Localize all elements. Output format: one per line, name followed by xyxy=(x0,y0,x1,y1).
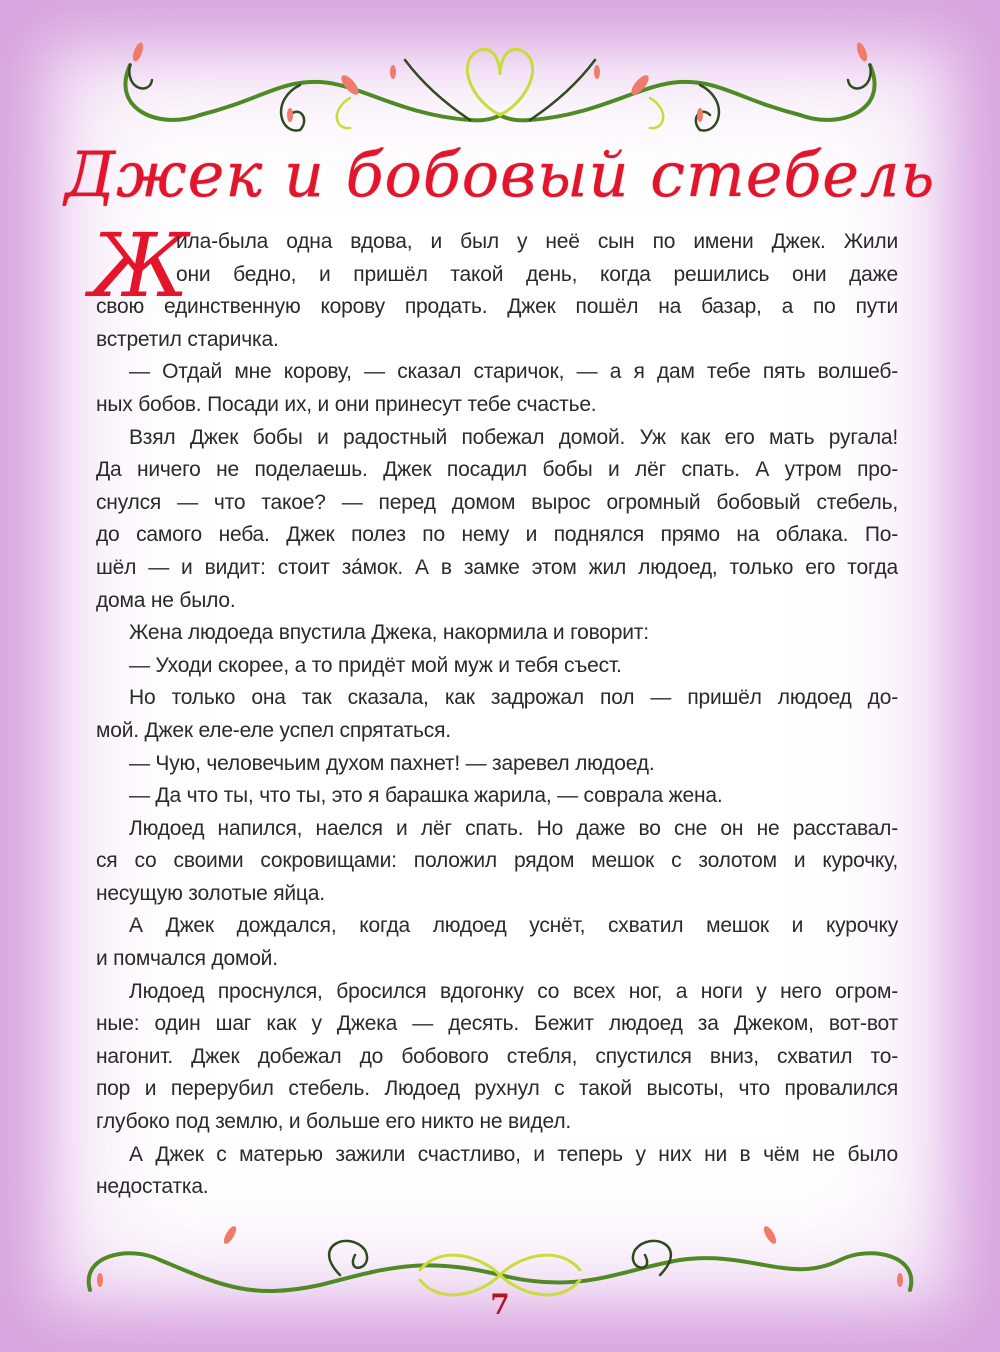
text-line: А Джек дождался, когда людоед уснёт, схватил мешок и курочку xyxy=(129,914,898,938)
drop-cap-letter: Ж xyxy=(90,214,189,317)
text-line: — Чую, человечьим духом пахнет! — заревел людоед. xyxy=(129,751,655,775)
text-line: шёл — и видит: стоит за́мок. А в замке этом жил людоед, только его тогда xyxy=(96,555,898,579)
text-line: недостатка. xyxy=(96,1175,209,1199)
text-line: до самого неба. Джек полез по нему и поднялся прямо на облака. По- xyxy=(96,523,898,547)
text-line: — Да что ты, что ты, это я барашка жарила, — соврала жена. xyxy=(129,784,723,808)
story-title: Джек и бобовый стебель xyxy=(64,138,936,211)
text-line: снулся — что такое? — перед домом вырос огромный бобовый стебель, xyxy=(96,490,898,514)
text-line: встретил старичка. xyxy=(96,327,279,351)
text-line: Людоед проснулся, бросился вдогонку со всех ног, а ноги у него огром- xyxy=(129,979,898,1003)
text-line: Но только она так сказала, как задрожал пол — пришёл людоед до- xyxy=(129,686,898,710)
text-line: ных бобов. Посади их, и они принесут тебе счастье. xyxy=(96,392,597,416)
page-number: 7 xyxy=(490,1288,510,1321)
text-line: дома не было. xyxy=(96,588,236,612)
text-line: мой. Джек еле-еле успел спрятаться. xyxy=(96,718,451,742)
text-line: они бедно, и пришёл такой день, когда решились они даже xyxy=(176,262,898,286)
text-line: А Джек с матерью зажили счастливо, и теперь у них ни в чём не было xyxy=(129,1142,898,1166)
text-line: Людоед напился, наелся и лёг спать. Но даже во сне он не расставал- xyxy=(129,816,898,840)
text-line: ся со своими сокровищами: положил рядом мешок с золотом и курочку, xyxy=(96,849,898,873)
text-line: Жена людоеда впустила Джека, накормила и говорит: xyxy=(129,621,649,645)
text-line: — Отдай мне корову, — сказал старичок, — а я дам тебе пять волшеб- xyxy=(129,360,898,384)
text-line: ила-была одна вдова, и был у неё сын по имени Джек. Жили xyxy=(176,230,898,253)
text-line: Взял Джек бобы и радостный побежал домой. Уж как его мать ругала! xyxy=(129,425,898,449)
text-line: пор и перерубил стебель. Людоед рухнул с такой высоты, что провалился xyxy=(96,1077,898,1101)
text-line: ные: один шаг как у Джека — десять. Бежит людоед за Джеком, вот-вот xyxy=(96,1012,898,1036)
text-line: глубоко под землю, и больше его никто не видел. xyxy=(96,1110,572,1134)
text-line: несущую золотые яйца. xyxy=(96,881,325,905)
text-line: нагонит. Джек добежал до бобового стебля, спустился вниз, схватил то- xyxy=(96,1044,898,1068)
text-line: и помчался домой. xyxy=(96,947,278,971)
text-line: Да ничего не поделаешь. Джек посадил бобы и лёг спать. А утром про- xyxy=(96,458,898,482)
text-line: свою единственную корову продать. Джек пошёл на базар, а по пути xyxy=(96,295,898,319)
story-text xyxy=(96,226,898,1204)
text-line: — Уходи скорее, а то придёт мой муж и тебя съест. xyxy=(129,653,622,677)
floral-ornament-top xyxy=(0,20,1000,140)
